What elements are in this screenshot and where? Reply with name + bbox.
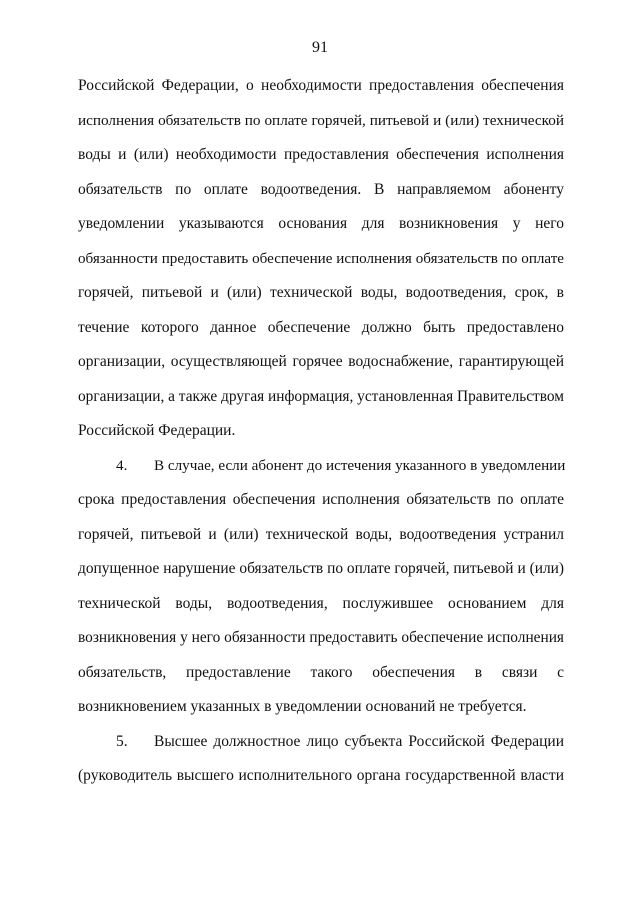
- text-line: [78, 449, 564, 484]
- page-number: 91: [312, 39, 328, 56]
- text-line: обязанности предоставить обеспечение исполнения обязательств по оплате: [78, 250, 564, 267]
- paragraph-number: 5.: [116, 732, 128, 750]
- text-line: обязательств по оплате водоотведения. В направляемом абоненту: [78, 180, 564, 198]
- text-line: Российской Федерации, о необходимости предоставления обеспечения: [78, 77, 564, 94]
- text-line: (руководитель высшего исполнительного органа государственной власти: [78, 767, 564, 784]
- text-line: возникновения у него обязанности предоставить обеспечение исполнения: [78, 629, 564, 646]
- text-line: исполнения обязательств по оплате горячей, питьевой и (или) технической: [78, 111, 564, 129]
- text-line: уведомлении указываются основания для возникновения у него: [78, 215, 564, 232]
- text-line: возникновением указанных в уведомлении оснований не требуется.: [78, 698, 527, 715]
- paragraph-number: 4.: [116, 456, 128, 474]
- paragraph-text: Высшее должностное лицо субъекта Российской Федерации: [154, 732, 564, 750]
- text-line: срока предоставления обеспечения исполнения обязательств по оплате: [78, 491, 564, 508]
- text-line: обязательств, предоставление такого обеспечения в связи с: [78, 663, 564, 681]
- paragraph-text: В случае, если абонент до истечения указанного в уведомлении: [154, 456, 566, 474]
- text-line: горячей, питьевой и (или) технической воды, водоотведения, срок, в: [78, 284, 564, 301]
- text-line: горячей, питьевой и (или) технической воды, водоотведения устранил: [78, 525, 564, 543]
- document-body: [78, 69, 564, 794]
- text-line: течение которого данное обеспечение должно быть предоставлено: [78, 318, 564, 336]
- text-line: организации, осуществляющей горячее водоснабжение, гарантирующей: [78, 353, 564, 370]
- paragraph-continuation: [78, 69, 564, 449]
- paragraph-5: [78, 725, 564, 794]
- text-line: допущенное нарушение обязательств по оплате горячей, питьевой и (или): [78, 560, 564, 577]
- text-line: [78, 725, 564, 760]
- text-line: технической воды, водоотведения, послужившее основанием для: [78, 594, 564, 612]
- text-line: Российской Федерации.: [78, 422, 236, 439]
- text-line: воды и (или) необходимости предоставления обеспечения исполнения: [78, 146, 564, 163]
- text-line: организации, а также другая информация, установленная Правительством: [78, 387, 565, 405]
- paragraph-4: [78, 449, 564, 725]
